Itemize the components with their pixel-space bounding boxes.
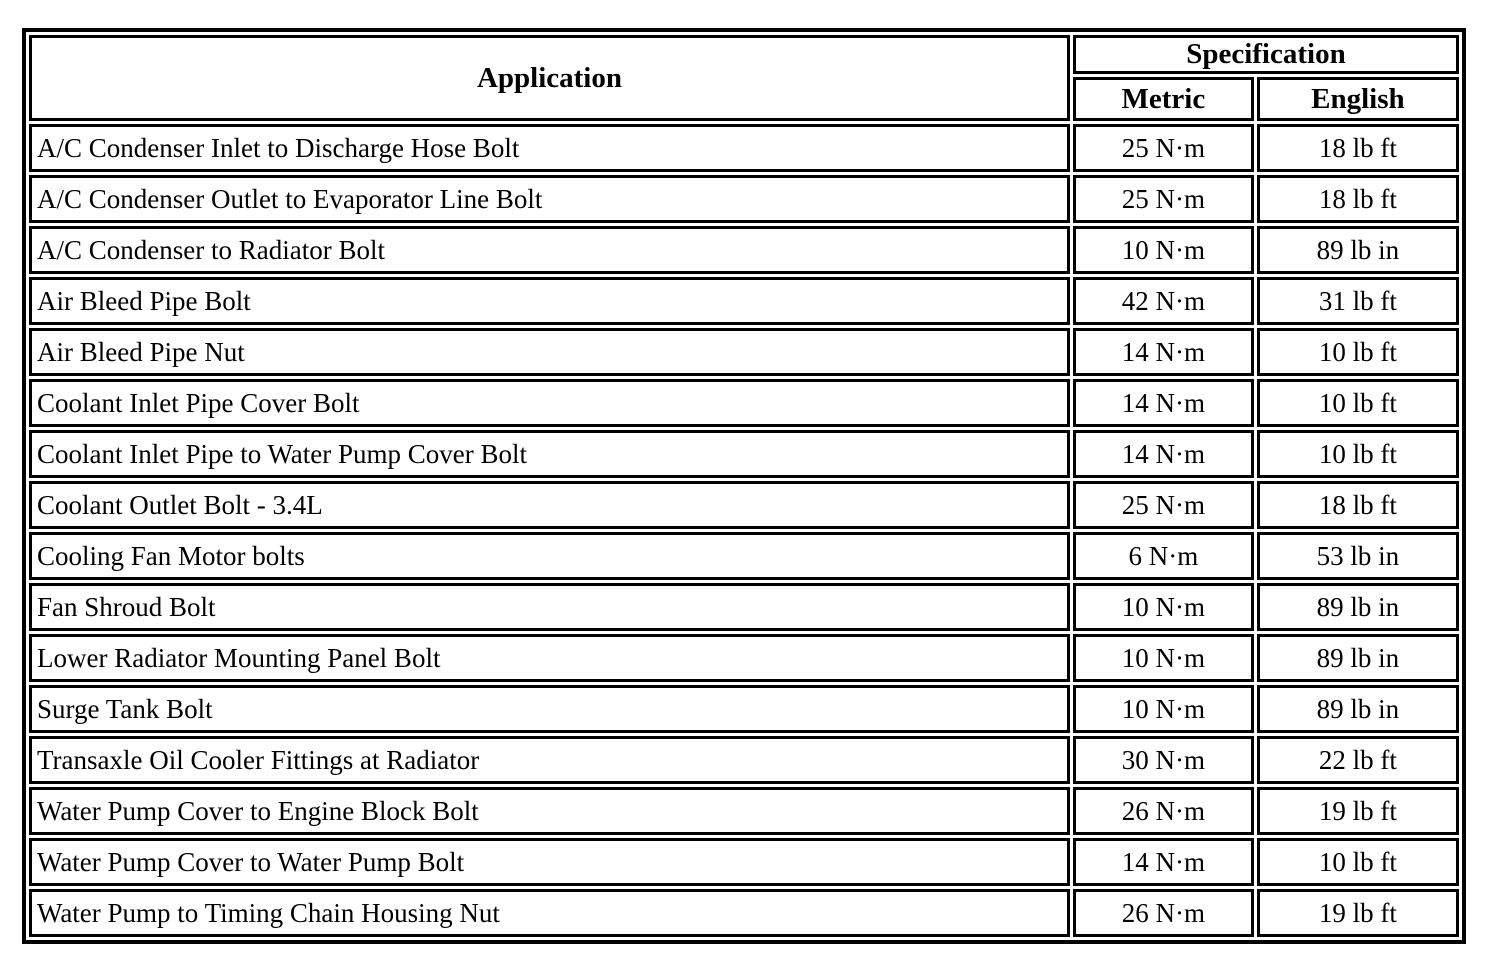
application-cell: Coolant Outlet Bolt - 3.4L — [29, 481, 1070, 529]
table-row — [29, 175, 1459, 223]
english-cell: 19 lb ft — [1257, 889, 1459, 937]
metric-cell: 42 N·m — [1073, 277, 1254, 325]
english-cell: 18 lb ft — [1257, 124, 1459, 172]
application-column-header: Application — [29, 35, 1070, 121]
metric-cell: 14 N·m — [1073, 430, 1254, 478]
english-cell: 18 lb ft — [1257, 481, 1459, 529]
torque-spec-table — [22, 28, 1466, 944]
english-column-header: English — [1257, 77, 1459, 121]
table-row — [29, 481, 1459, 529]
english-cell: 89 lb in — [1257, 226, 1459, 274]
header-row-top — [29, 35, 1459, 74]
table-row — [29, 328, 1459, 376]
application-cell: Air Bleed Pipe Bolt — [29, 277, 1070, 325]
english-cell: 18 lb ft — [1257, 175, 1459, 223]
specification-column-header: Specification — [1073, 35, 1459, 74]
application-cell: Coolant Inlet Pipe to Water Pump Cover Bolt — [29, 430, 1070, 478]
application-cell: Lower Radiator Mounting Panel Bolt — [29, 634, 1070, 682]
application-cell: Air Bleed Pipe Nut — [29, 328, 1070, 376]
english-cell: 10 lb ft — [1257, 328, 1459, 376]
english-cell: 22 lb ft — [1257, 736, 1459, 784]
table-row — [29, 430, 1459, 478]
metric-cell: 14 N·m — [1073, 838, 1254, 886]
metric-column-header: Metric — [1073, 77, 1254, 121]
english-cell: 10 lb ft — [1257, 838, 1459, 886]
metric-cell: 10 N·m — [1073, 583, 1254, 631]
application-cell: Water Pump Cover to Engine Block Bolt — [29, 787, 1070, 835]
application-cell: Water Pump to Timing Chain Housing Nut — [29, 889, 1070, 937]
application-cell: A/C Condenser Outlet to Evaporator Line Bolt — [29, 175, 1070, 223]
application-cell: A/C Condenser Inlet to Discharge Hose Bolt — [29, 124, 1070, 172]
table-row — [29, 583, 1459, 631]
metric-cell: 10 N·m — [1073, 685, 1254, 733]
metric-cell: 10 N·m — [1073, 634, 1254, 682]
english-cell: 89 lb in — [1257, 583, 1459, 631]
table-row — [29, 532, 1459, 580]
metric-cell: 26 N·m — [1073, 787, 1254, 835]
english-cell: 31 lb ft — [1257, 277, 1459, 325]
metric-cell: 30 N·m — [1073, 736, 1254, 784]
metric-cell: 25 N·m — [1073, 124, 1254, 172]
table-row — [29, 736, 1459, 784]
metric-cell: 10 N·m — [1073, 226, 1254, 274]
metric-cell: 14 N·m — [1073, 379, 1254, 427]
metric-cell: 14 N·m — [1073, 328, 1254, 376]
metric-cell: 25 N·m — [1073, 175, 1254, 223]
english-cell: 89 lb in — [1257, 685, 1459, 733]
application-cell: Transaxle Oil Cooler Fittings at Radiator — [29, 736, 1070, 784]
metric-cell: 26 N·m — [1073, 889, 1254, 937]
application-cell: Coolant Inlet Pipe Cover Bolt — [29, 379, 1070, 427]
metric-cell: 6 N·m — [1073, 532, 1254, 580]
application-cell: Cooling Fan Motor bolts — [29, 532, 1070, 580]
application-cell: Fan Shroud Bolt — [29, 583, 1070, 631]
metric-cell: 25 N·m — [1073, 481, 1254, 529]
table-row — [29, 889, 1459, 937]
english-cell: 53 lb in — [1257, 532, 1459, 580]
english-cell: 19 lb ft — [1257, 787, 1459, 835]
table-row — [29, 787, 1459, 835]
table-row — [29, 379, 1459, 427]
application-cell: A/C Condenser to Radiator Bolt — [29, 226, 1070, 274]
english-cell: 10 lb ft — [1257, 379, 1459, 427]
table-row — [29, 685, 1459, 733]
table-row — [29, 124, 1459, 172]
table-row — [29, 277, 1459, 325]
english-cell: 89 lb in — [1257, 634, 1459, 682]
table-row — [29, 838, 1459, 886]
application-cell: Water Pump Cover to Water Pump Bolt — [29, 838, 1070, 886]
english-cell: 10 lb ft — [1257, 430, 1459, 478]
document-page — [22, 28, 1466, 944]
table-row — [29, 634, 1459, 682]
table-row — [29, 226, 1459, 274]
application-cell: Surge Tank Bolt — [29, 685, 1070, 733]
